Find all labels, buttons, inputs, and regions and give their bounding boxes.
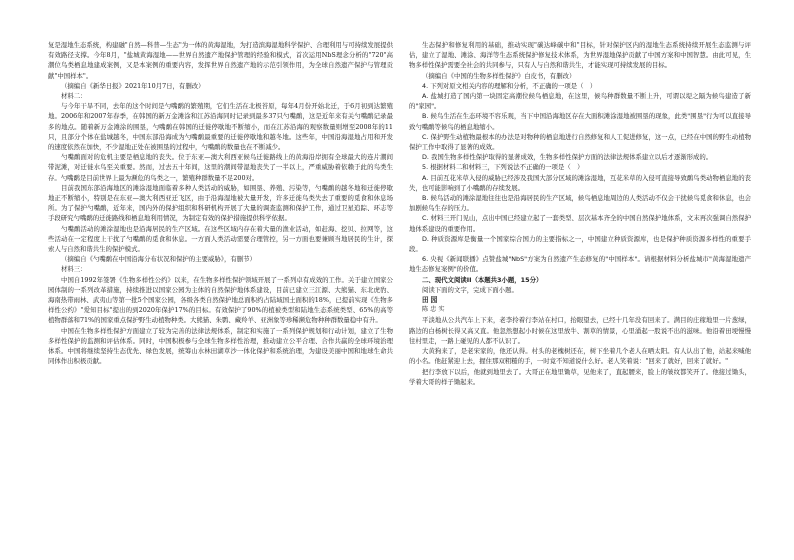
question-5-option-b: B. 候鸟活动的滩涂湿地往往也是沿海居民的生产区域，候鸟栖息地周边的人类活动不仅会干扰候鸟觅食和休息，也会加剧候鸟生存的压力。	[409, 194, 751, 213]
story-author: 陈忠实	[422, 306, 447, 314]
material-three-paragraph: 中国自1992年签署《生物多样性公约》以来，在生物多样性保护领域开展了一系列卓有成效的工作。关于建立国家公园体制的一系列改革措施，持续推进以国家公园为主体的自然保护地体系建设，目前已建立三江源、大熊猫、东北虎豹、海南热带雨林、武夷山等第一批5个国家公园，各级各类自然保护地总面积约占陆域国土面积的18%，已提前实现《生物多样性公约》"爱知目标"提出的到2020年保护17%的目标。有效保护了90%的植被类型和陆地生态系统类型、65%的高等植物群落和71%的国家重点保护野生动植物种类。大熊猫、朱鹮、藏羚羊、亚洲象等珍稀濒危物种种群数量稳中有升。	[48, 275, 393, 325]
material-one-end: 复是湿地生态系统，构建融"自然—科普—生态"为一体的黄海湿地，为打造滨海湿地科学保护、合理利用与可持续发展提供有效路径支撑。今年8月，"盐城黄海湿地——世界自然遗产地保护管理的经验和模式，首次运用NbS理念分析的"720"高潮位鸟类栖息地建成案例，又是本案例的重要内容，发挥世界自然遗产地的示范引领作用，为全球自然遗产保护与管理贡献"中国样本"。	[48, 41, 393, 80]
material-two-paragraph: 勺嘴鹬活动的滩涂湿地也是沿海居民的生产区域。在这些区域内存在着大量的渔业活动，如赶海、挖贝、拉网等，这些活动在一定程度上干扰了勺嘴鹬的觅食和休息。一方面人类活动需要合理管控，另一方面也要兼顾当地居民的生计，探索人与自然和谐共生的保护模式。	[48, 224, 393, 254]
source-citation-2: （摘编自《勺嘴鹬在中国沿海分布状况和保护的主要威胁》，有删节）	[61, 255, 256, 264]
question-5-option-d: D. 种质资源库是衡量一个国家综合国力的主要指标之一，中国建立种质资源库，也是保护种质资源多样性的重要手段。	[409, 234, 751, 254]
question-4-option-a: A. 盐城打造了国内第一块固定高潮位候鸟栖息地，在这里，候鸟种群数量不断上升，可谓以堤之隔为候鸟建造了新的"家园"。	[409, 92, 751, 111]
question-5-stem: 5. 根据材料二和材料三，下列说法不正确的一项是（ ）	[422, 163, 584, 172]
story-paragraph: 大黄狗来了，是老宋家的，他还认得。村头的老槐树还在，树下坐着几个老人在晒太阳。有人认出了他，站起来喊他的小名。他赶紧迎上去，握住那双粗糙的手，一时竟不知道说什么好。老人笑着说："回来了就好，回来了就好。"	[409, 347, 751, 366]
material-two-heading: 材料二：	[61, 92, 87, 101]
material-three-end: 生态保护和修复利用的基础，推动实现"碳达峰碳中和"目标，针对保护区内的湿地生态系统持续开展生态监测与评估，建立了湿地、滩涂、海洋等生态系统保护修复技术体系，为世界湿地保护贡献了中国方案和中国智慧。由此可见，生物多样性保护需要全社会的共同参与，只有人与自然和谐共生，才能实现可持续发展的目标。	[409, 41, 751, 70]
section-heading: 二、现代文阅读II（本题共3小题，15分）	[422, 275, 543, 284]
question-4-stem: 4. 下列对原文相关内容的理解和分析，不正确的一项是（ ）	[422, 81, 597, 90]
source-citation-3: （摘编自《中国的生物多样性保护》白皮书，有删改）	[422, 71, 576, 80]
question-5	[409, 162, 751, 254]
right-column	[409, 40, 751, 387]
question-4-option-c: C. 保护野生动植物最根本的办法是对物种的栖息地进行自然修复和人工促进修复，这一点，已经在中国的野生动植物保护工作中取得了显著的成效。	[409, 132, 751, 152]
question-5-option-a: A. 目前互花米草入侵的威胁已经涉及我国大部分区域的滩涂湿地，互花米草的入侵可直接导致鹬鸟类动物栖息地的丧失，也可能影响到了小嘴鹬的存续发展。	[409, 173, 751, 192]
source-citation-1: （摘编自《新华日报》2021年10月7日，有删改）	[61, 81, 205, 90]
story-paragraph: 平淡地从公共汽车上下来，老李拎着行李站在村口，抬眼望去，已经十几年没有回来了。满目的庄稼地里一片葱绿，路边的白杨树长得又高又直。他忽然想起小时候在这里放牛、割草的情景，心里涌起一股说不出的滋味。他沿着田埂慢慢往村里走，一路上碰见的人都不认识了。	[409, 316, 751, 345]
left-column	[48, 40, 393, 367]
material-three-paragraph: 中国在生物多样性保护方面建立了较为完善的法律法规体系，制定和实施了一系列保护规划和行动计划，建立了生物多样性保护的监测和评估体系。同时，中国积极参与全球生物多样性治理，推动建立公平合理、合作共赢的全球环境治理体系。中国将继续坚持生态优先、绿色发展，统筹山水林田湖草沙一体化保护和系统治理，为建设美丽中国和地球生命共同体作出积极贡献。	[48, 326, 393, 366]
story-title: 田园	[422, 296, 440, 305]
question-4-option-b: B. 候鸟生活在生态环境不容乐观，当下中国沿海地区存在大面积滩涂湿地被围垦的现象，此类"围垦"行为可以直接导致勺嘴鹬等候鸟的栖息地缩小。	[409, 112, 751, 131]
question-6-stem: 6. 央视《新闻联播》点赞盐城"NbS"方案为自然遗产生态修复的"中国样本"。请根据材料分析盐城市"黄海湿地遗产地生态修复案例"的价值。	[409, 255, 751, 274]
section-instruction: 阅读下面的文字，完成下面小题。	[422, 285, 518, 294]
material-two-paragraph: 与今年干旱不同，去年的这个时间是勺嘴鹬的繁殖期，它们生活在北极苔原，每年4月份开始北迁，于6月初到达繁殖地。2006年和2007年春季，在韩国的新万金滩涂和江苏沿海同时记录到最多37只勺嘴鹬，这是近年来有关勺嘴鹬记录最多的地点。随着新万金滩涂的围垦，勺嘴鹬在韩国的迁徙停歇地不断缩小，而在江苏沿海的观察数量则增至2008年的11只，且部分个体在盐城越冬，中国东部沿海成为勺嘴鹬最重要的迁徙停歇地和越冬地。这些年，中国沿海湿地占用和开发的速度依然在加快，不少湿地正处在被围垦的过程中，勺嘴鹬的数量也在不断减少。	[48, 102, 393, 152]
material-three-heading: 材料三：	[61, 265, 87, 274]
question-4-option-d: D. 我国生物多样性保护取得的显著成效，生物多样性保护方面的法律法规体系建立以后才逐渐形成的。	[422, 153, 713, 162]
material-two-paragraph: 勺嘴鹬面对的危机主要是栖息地的丧失。位于东亚—澳大利西亚候鸟迁徙路线上的黄海沿岸拥有全球最大的连片潮间带泥滩，对迁徙水鸟至关重要。然而，过去五十年间，这里的潮间带湿地丧失了一半以上，严重威胁着依赖于此的鸟类生存。勺嘴鹬是目前世界上最为濒危的鸟类之一，繁殖种群数量不足200对。	[48, 153, 393, 182]
material-two-paragraph: 目前我国东部沿海地区的滩涂湿地面临着多种人类活动的威胁，如围垦、养殖、污染等，勺嘴鹬的越冬地和迁徙停歇地正不断缩小，特别是在东亚—澳大利西亚迁飞区，由于沿海湿地被大量开发，许多迁徙鸟类失去了重要的觅食和休息场所。为了保护勺嘴鹬，近年来，国内外的保护组织和科研机构开展了大量的调查监测和保护工作，通过卫星追踪、环志等手段研究勺嘴鹬的迁徙路线和栖息地利用情况，为制定有效的保护措施提供科学依据。	[48, 183, 393, 223]
question-6	[409, 254, 751, 274]
story-paragraph: 把行李放下以后，他就到地里去了。大哥正在地里锄草，见他来了，直起腰来，脸上的皱纹都笑开了。他接过锄头，学着大哥的样子锄起来。	[409, 367, 751, 386]
question-4	[409, 81, 751, 163]
question-5-option-c: C. 材料三开门见山，点出中国已经建立起了一套类型、层次基本齐全的中国自然保护地体系，文末再次强调自然保护地体系建设的重要作用。	[409, 214, 751, 233]
